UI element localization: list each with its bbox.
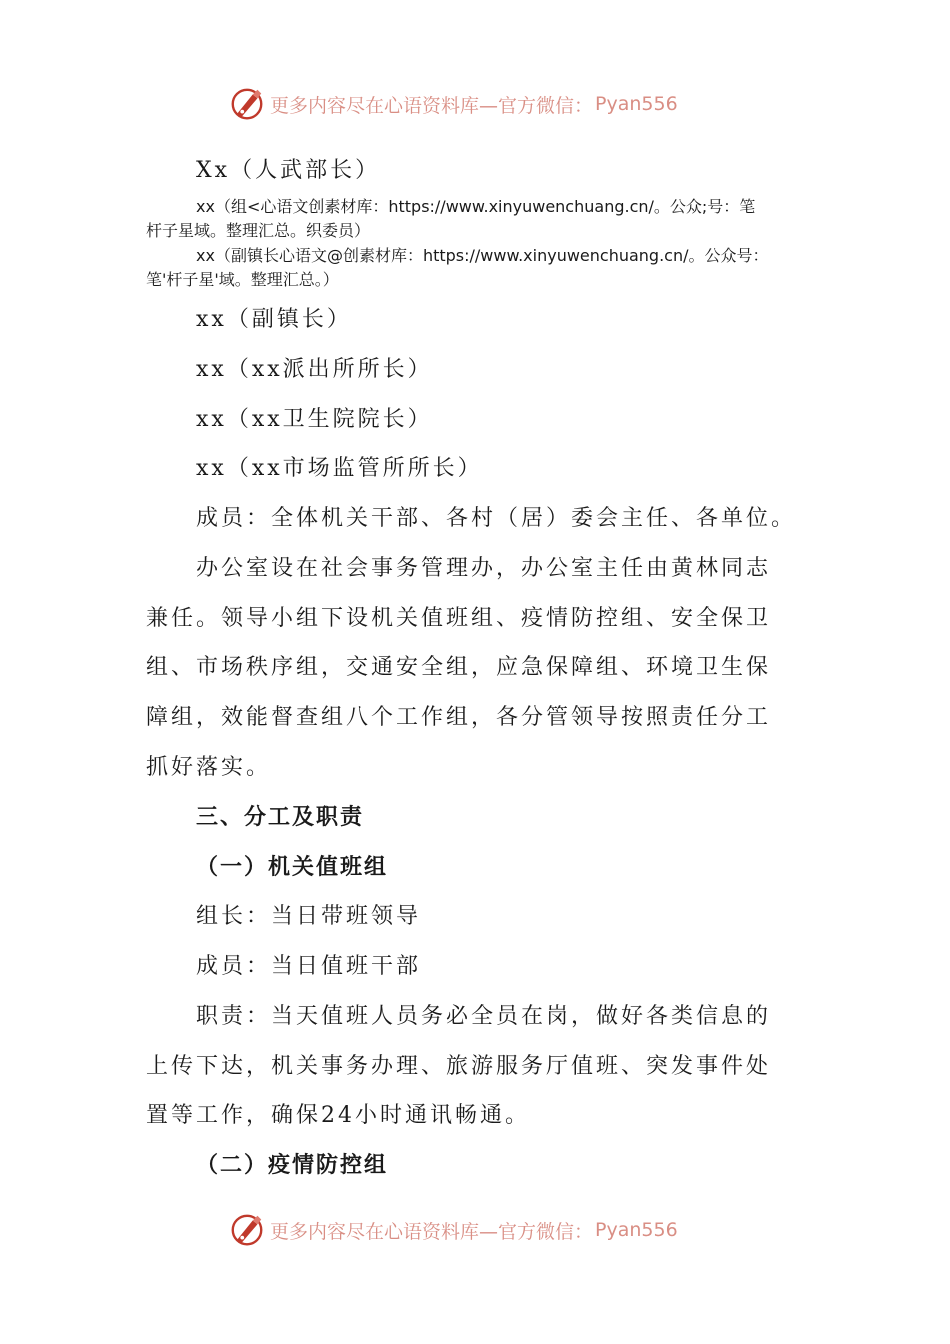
doc-line-12: 兼任。领导小组下设机关值班组、疫情防控组、安全保卫 xyxy=(146,606,772,631)
doc-line-18: 组长：当日带班领导 xyxy=(196,904,422,929)
doc-line-2: xx（组<心语文创素材库：https://www.xinyuwenchuang.cn/。公众;号：笔 xyxy=(196,197,756,216)
doc-line-13: 组、市场秩序组，交通安全组，应急保障组、环境卫生保 xyxy=(146,655,772,680)
subsection-heading-1: （一）机关值班组 xyxy=(196,855,389,880)
banner-account: Pyan556 xyxy=(595,93,678,115)
pen-nib-logo-icon xyxy=(228,85,266,123)
doc-line-8: xx（xx卫生院院长） xyxy=(196,407,433,432)
subsection-heading-2: （二）疫情防控组 xyxy=(196,1153,389,1178)
doc-line-20: 职责：当天值班人员务必全员在岗，做好各类信息的 xyxy=(196,1004,772,1029)
doc-line-19: 成员：当日值班干部 xyxy=(196,954,422,979)
doc-line-3: 杆子星域。整理汇总。织委员） xyxy=(146,221,371,240)
banner-text: 更多内容尽在心语资料库—官方微信： xyxy=(270,1220,594,1243)
doc-line-10: 成员：全体机关干部、各村（居）委会主任、各单位。 xyxy=(196,506,797,531)
doc-line-6: xx（副镇长） xyxy=(196,307,352,332)
doc-line-21: 上传下达，机关事务办理、旅游服务厅值班、突发事件处 xyxy=(146,1054,772,1079)
doc-line-9: xx（xx市场监管所所长） xyxy=(196,456,483,481)
section-heading: 三、分工及职责 xyxy=(196,805,365,830)
doc-line-1: Xx（人武部长） xyxy=(196,158,381,183)
doc-line-22: 置等工作，确保24小时通讯畅通。 xyxy=(146,1103,530,1128)
doc-line-4: xx（副镇长心语文@创素材库：https://www.xinyuwenchuang.cn/。公众号： xyxy=(196,246,769,265)
banner-account: Pyan556 xyxy=(595,1219,678,1241)
header-watermark-banner xyxy=(228,82,678,126)
doc-line-7: xx（xx派出所所长） xyxy=(196,357,433,382)
footer-watermark-banner xyxy=(228,1208,678,1252)
pen-nib-logo-icon xyxy=(228,1211,266,1249)
doc-line-11: 办公室设在社会事务管理办，办公室主任由黄林同志 xyxy=(196,556,772,581)
doc-line-15: 抓好落实。 xyxy=(146,755,272,780)
doc-line-5: 笔'杆子星'域。整理汇总。） xyxy=(146,270,339,289)
banner-text: 更多内容尽在心语资料库—官方微信： xyxy=(270,94,594,117)
doc-line-14: 障组，效能督查组八个工作组，各分管领导按照责任分工 xyxy=(146,705,772,730)
